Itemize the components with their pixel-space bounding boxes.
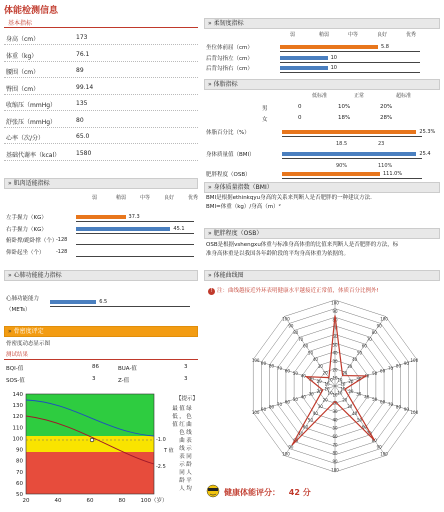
- bar-row-bar: [280, 45, 378, 49]
- double-arrow-icon: »: [208, 184, 212, 191]
- bmi-section-header[interactable]: [204, 182, 440, 193]
- bmi-label: 身体质量值（BMI）: [206, 152, 255, 158]
- radar-tick-label: 100: [380, 451, 388, 457]
- note-char: 线: [186, 430, 192, 436]
- bar-row-axis: [76, 221, 194, 222]
- basic-row-value: 89: [76, 67, 84, 74]
- radar-tick-label: 40: [312, 410, 318, 416]
- t-value-label: T 值: [164, 448, 174, 454]
- bar-row-bar: [76, 227, 170, 231]
- bar-row-bar: [280, 66, 328, 70]
- bar-row-label: 仰卧起坐（个）: [6, 249, 45, 256]
- double-arrow-icon: »: [208, 230, 212, 237]
- cardio-bar: [50, 300, 96, 304]
- y-tick-label: 120: [12, 414, 23, 421]
- radar-tick-label: 10: [337, 390, 343, 396]
- radar-tick-label: 80: [268, 363, 275, 369]
- radar-tick-label: 40: [352, 357, 358, 363]
- radar-tick-label: 90: [403, 407, 409, 413]
- note-char: 曲: [186, 422, 192, 428]
- radar-tick-label: 10: [327, 377, 333, 383]
- bar-row-value: -128: [56, 237, 68, 243]
- radar-tick-label: 80: [293, 437, 299, 443]
- page-title: 体能检测信息: [4, 6, 59, 16]
- bar-row-value: 10: [330, 65, 337, 71]
- bar-row-axis: [76, 233, 194, 234]
- radar-tick-label: 10: [324, 381, 330, 387]
- radar-tick-label: 80: [371, 437, 377, 443]
- radar-tick-label: 100: [331, 300, 339, 306]
- bar-row-label: 俯卧撑/跪卧撑（个）: [6, 238, 58, 244]
- bmi-bar: [282, 152, 416, 156]
- result-marker: [90, 438, 94, 442]
- note-char: 绿: [186, 406, 192, 412]
- radar-tick-label: 90: [403, 360, 409, 366]
- osb-description: [206, 241, 440, 259]
- radar-tick-label: 40: [364, 373, 370, 379]
- radar-tick-label: 100: [410, 409, 419, 415]
- double-arrow-icon: »: [8, 328, 12, 335]
- bar-row-axis: [76, 244, 194, 245]
- radar-warning: [208, 286, 379, 295]
- y-tick-label: 80: [16, 458, 23, 465]
- body-fat-header: 正常: [354, 93, 365, 99]
- radar-tick-label: 90: [288, 323, 294, 329]
- bone-result-value: 86: [92, 364, 99, 370]
- radar-tick-label: 60: [332, 434, 338, 440]
- bar-row-label: 后背勾指左（cm）: [206, 55, 253, 62]
- grade-label: 良好: [164, 195, 175, 201]
- radar-tick-label: 40: [332, 417, 338, 423]
- note-char: 人: [186, 470, 192, 476]
- radar-tick-label: 20: [316, 378, 322, 384]
- note-char: 值: [172, 422, 178, 428]
- x-tick-label: 100（岁）: [140, 498, 168, 504]
- radar-tick-label: 100: [282, 451, 290, 457]
- flex-section-header[interactable]: [204, 18, 440, 29]
- radar-tick-label: 50: [332, 342, 338, 348]
- cardio-unit: （METs）: [6, 307, 31, 313]
- grade-label: 弱: [92, 195, 98, 201]
- cardio-section-header[interactable]: [4, 270, 198, 281]
- note-char: 人: [179, 486, 185, 492]
- radar-tick-label: 30: [317, 363, 323, 369]
- note-char: 低: [172, 414, 178, 420]
- double-arrow-icon: »: [8, 180, 12, 187]
- basic-row-value: 99.14: [76, 83, 94, 91]
- osb-desc-line-1: OSB是根据vshengxu体重与标准身高体重的比值来判断人是否肥胖的方法，标: [206, 242, 399, 248]
- radar-tick-label: 60: [303, 424, 309, 430]
- bar-row-label: 后背勾指右（cm）: [206, 66, 253, 72]
- basic-row-label: 腰围（cm）: [6, 69, 40, 76]
- radar-tick-label: 70: [332, 442, 338, 448]
- health-score-value: 42 分: [288, 488, 311, 497]
- bone-section-header[interactable]: [4, 326, 198, 337]
- radar-tick-label: 40: [300, 373, 306, 379]
- bar-row-label: 坐位体前屈（cm）: [206, 45, 253, 51]
- health-score: [224, 487, 311, 498]
- radar-tick-label: 100: [251, 409, 260, 415]
- radar-tick-label: 40: [364, 394, 370, 400]
- double-arrow-icon: »: [8, 272, 12, 279]
- note-char: 表: [186, 438, 192, 444]
- obesity-bar: [282, 172, 380, 176]
- note-char: 曲: [179, 438, 185, 444]
- bar-row-axis: [76, 256, 194, 257]
- title-divider: [4, 27, 198, 28]
- y-tick-label: 70: [16, 469, 23, 476]
- radar-tick-label: 90: [261, 360, 267, 366]
- bone-result-label-2: Z-值: [118, 378, 130, 384]
- grade-label: 稍弱: [319, 32, 330, 38]
- radar-tick-label: 40: [332, 350, 338, 356]
- radar-tick-label: 100: [410, 358, 419, 364]
- basic-row-label: 体重（kg）: [6, 52, 38, 60]
- radar-tick-label: 80: [332, 317, 338, 323]
- bar-row-axis: [280, 62, 420, 63]
- bmi_scale-tick: 18.5: [336, 141, 348, 147]
- bone-result-value-2: 3: [184, 376, 188, 382]
- radar-tick-label: 20: [332, 367, 338, 373]
- radar-tick-label: 60: [380, 368, 386, 374]
- radar-section-header[interactable]: [204, 270, 440, 281]
- radar-tick-label: 60: [380, 399, 386, 405]
- cardio-value: 6.5: [99, 299, 108, 305]
- radar-tick-label: 70: [298, 431, 304, 437]
- bar-row-bar: [280, 56, 328, 60]
- radar-tick-label: 80: [268, 404, 275, 410]
- note-char: 龄: [186, 462, 192, 468]
- bone-result-label-2: BUA-值: [118, 366, 137, 372]
- bar-row-value: 45.1: [173, 225, 185, 232]
- radar-tick-label: 30: [332, 409, 338, 415]
- radar-tick-label: 70: [387, 402, 394, 408]
- radar-tick-label: 70: [276, 402, 283, 408]
- radar-tick-label: 20: [316, 389, 322, 395]
- obesity-axis: [282, 178, 422, 179]
- radar-tick-label: 10: [332, 375, 338, 381]
- bar-row-label: 左手握力（KG）: [6, 215, 47, 221]
- x-tick-label: 20: [22, 498, 30, 504]
- bmi-description: [206, 194, 440, 212]
- bone-result-value-2: 3: [184, 364, 188, 370]
- obesity-value: 111.0%: [383, 171, 403, 177]
- grade-label: 良好: [377, 32, 388, 38]
- radar-tick-label: 80: [395, 363, 402, 369]
- bar-row-axis: [280, 51, 420, 52]
- grade-label: 中等: [140, 195, 151, 201]
- basic-row: [4, 48, 198, 62]
- radar-tick-label: 10: [337, 377, 343, 383]
- radar-tick-label: 50: [332, 425, 338, 431]
- basic-row: [4, 97, 198, 111]
- radar-tick-label: 10: [332, 392, 338, 398]
- basic-row: [4, 114, 198, 128]
- x-tick-label: 60: [86, 498, 94, 504]
- bone-divider: [4, 359, 198, 360]
- radar-tick-label: 50: [356, 417, 363, 423]
- basic-row: [4, 147, 198, 161]
- radar-tick-label: 70: [387, 365, 394, 371]
- note-char: 线: [179, 446, 185, 452]
- bar-row-value: 10: [330, 54, 337, 61]
- fat_pct-label: 体脂百分比（%）: [206, 130, 250, 136]
- radar-tick-label: 30: [332, 358, 338, 364]
- bar-row-value: 37.3: [128, 214, 140, 220]
- note-char: 表: [179, 454, 185, 460]
- osb-desc-line-2: 准身高体重是以我国各年龄阶段的平均身高体重为依据的。: [206, 251, 350, 257]
- bar-row-value: -128: [56, 248, 68, 255]
- radar-tick-label: 100: [282, 316, 290, 322]
- basic-row-value: 1580: [76, 149, 92, 157]
- basic-row: [4, 81, 198, 95]
- radar-tick-label: 70: [276, 365, 283, 371]
- basic-row-value: 76.1: [76, 50, 90, 58]
- note-char: 均: [186, 486, 192, 492]
- basic-indicator-label: 基本指标: [8, 20, 33, 27]
- radar-tick-label: 60: [284, 399, 290, 405]
- muscle-section-header[interactable]: [4, 178, 198, 189]
- radar-tick-label: 90: [376, 323, 382, 329]
- radar-tick-label: 10: [340, 381, 346, 387]
- basic-row-value: 65.0: [76, 133, 90, 140]
- y-tick-label: 90: [16, 447, 23, 454]
- radar-tick-label: 80: [332, 450, 338, 456]
- basic-row: [4, 31, 198, 45]
- health-score-label: 健康体能评分：: [224, 488, 280, 497]
- basic-row-label: 基础代谢率（kcal）: [6, 151, 61, 159]
- radar-tick-label: 10: [324, 386, 330, 392]
- note-char: 示: [186, 446, 192, 452]
- gender-label: 男: [262, 106, 268, 112]
- radar-tick-label: 40: [312, 357, 318, 363]
- radar-tick-label: 10: [327, 390, 333, 396]
- note-char: 色: [179, 430, 185, 436]
- grade-label: 弱: [290, 32, 296, 38]
- radar-tick-label: 80: [371, 330, 377, 336]
- fat_pct-bar: [282, 130, 416, 134]
- grade-label: 稍弱: [116, 195, 127, 201]
- radar-tick-label: 70: [366, 336, 372, 342]
- osb-section-header[interactable]: [204, 228, 440, 239]
- radar-tick-label: 100: [251, 358, 260, 364]
- radar-tick-label: 20: [348, 378, 354, 384]
- bone-density-chart: [4, 392, 198, 507]
- radar-tick-label: 20: [348, 389, 354, 395]
- note-char: 平: [186, 478, 192, 484]
- mascot-icon: [206, 484, 220, 498]
- osteopenia-zone: [26, 436, 154, 452]
- radar-tick-label: 70: [332, 325, 338, 331]
- osteoporosis-zone: [26, 452, 154, 494]
- radar-section-title: 体能曲线图: [213, 272, 244, 279]
- double-arrow-icon: »: [208, 81, 212, 88]
- radar-tick-label: 100: [380, 316, 388, 322]
- basic-row-label: 臀围（cm）: [6, 85, 40, 93]
- bone-subtitle: 骨密度动态显示图: [6, 341, 51, 347]
- fitness-radar-chart: [240, 296, 430, 476]
- x-tick-label: 40: [54, 498, 62, 504]
- radar-tick-label: 60: [361, 424, 367, 430]
- note-char: 色: [186, 414, 192, 420]
- radar-tick-label: 30: [356, 376, 362, 382]
- basic-row-label: 心率（次/分）: [6, 135, 45, 142]
- radar-tick-label: 90: [332, 459, 338, 465]
- basic-row-value: 173: [76, 34, 88, 41]
- radar-tick-label: 80: [395, 404, 402, 410]
- bar-row-bar: [76, 215, 126, 219]
- radar-tick-label: 90: [376, 444, 382, 450]
- right-tick-label: -1.0: [156, 437, 166, 443]
- note-char: 示: [179, 462, 185, 468]
- gender-v3: 20%: [380, 104, 393, 110]
- body-fat-section-title: 体脂指标: [213, 81, 238, 88]
- gender-v3: 28%: [380, 115, 393, 121]
- note-char: 值: [179, 406, 185, 412]
- radar-tick-label: 50: [372, 371, 378, 377]
- bmi-axis: [282, 158, 422, 159]
- radar-tick-label: 60: [284, 368, 290, 374]
- radar-tick-label: 60: [303, 343, 309, 349]
- cardio-label: 心肺功能能力: [6, 296, 40, 302]
- radar-tick-label: 40: [300, 394, 306, 400]
- bone-result-value: 3: [92, 376, 96, 382]
- note-char: 同: [186, 454, 192, 460]
- grade-label: 优秀: [406, 32, 417, 38]
- cardio-axis: [50, 306, 190, 307]
- note-char: 同: [179, 470, 185, 476]
- bar-row-label: 右手握力（KG）: [6, 226, 47, 233]
- radar-tick-label: 20: [342, 397, 348, 403]
- y-tick-label: 140: [12, 392, 23, 398]
- fat_pct-axis: [282, 136, 422, 137]
- double-arrow-icon: »: [208, 20, 212, 27]
- radar-tick-label: 50: [307, 350, 314, 356]
- y-tick-label: 130: [12, 403, 23, 410]
- basic-row: [4, 64, 198, 78]
- radar-tick-label: 90: [288, 444, 294, 450]
- radar-tick-label: 20: [342, 370, 348, 376]
- gender-v2: 10%: [338, 104, 351, 110]
- bmi-desc-line-2: BMI=体重（kg）/身高（m）²: [206, 204, 281, 210]
- osb-section-title: 肥胖程度（OSB）: [213, 230, 263, 237]
- y-tick-label: 100: [12, 436, 23, 443]
- radar-tick-label: 20: [322, 370, 328, 376]
- y-tick-label: 50: [16, 492, 23, 498]
- gender-v2: 18%: [338, 115, 351, 121]
- cardio-section-title: 心肺功能能力指标: [13, 272, 62, 279]
- radar-tick-label: 70: [298, 336, 304, 342]
- note-char: 红: [179, 422, 185, 428]
- bone-result-label: SOS-值: [6, 378, 25, 384]
- bmi-section-title: 身体质量指数（BMI）: [213, 184, 273, 191]
- note-title: 【提示】: [176, 396, 198, 402]
- obesity-label: 肥胖程度（OSB）: [206, 172, 251, 178]
- y-tick-label: 110: [12, 425, 23, 432]
- basic-row-label: 身高（cm）: [6, 36, 40, 43]
- bone-result-label: BQI-值: [6, 366, 24, 372]
- bmi-desc-line-1: BMI是根据ethinkqyu身高的关系来判断人是否肥胖的一种建议方法.: [206, 195, 372, 201]
- right-tick-label: -2.5: [156, 464, 166, 470]
- radar-tick-label: 10: [340, 386, 346, 392]
- test-result-label: 测试结果: [6, 352, 29, 358]
- radar-tick-label: 90: [261, 407, 267, 413]
- radar-tick-label: 50: [307, 417, 314, 423]
- grade-label: 中等: [348, 32, 359, 38]
- radar-tick-label: 30: [308, 391, 314, 397]
- radar-tick-label: 80: [293, 330, 299, 336]
- radar-tick-label: 40: [352, 410, 358, 416]
- y-tick-label: 60: [16, 480, 23, 487]
- body-fat-header: 低标准: [312, 93, 328, 99]
- bmi-value: 25.4: [419, 151, 431, 157]
- x-tick-label: 80: [118, 498, 126, 504]
- radar-warning-text: 注：曲线越接近外环表明健康水平越接近正常值，体质百分比例外!: [217, 288, 379, 294]
- note-char: 龄: [179, 478, 185, 484]
- basic-row-label: 舒张压（mmHg）: [6, 118, 57, 126]
- flex-section-title: 柔韧度指标: [213, 20, 244, 27]
- radar-tick-label: 30: [347, 363, 353, 369]
- basic-row-value: 80: [76, 116, 84, 124]
- bone-section-title: 骨密度评定: [13, 328, 44, 335]
- radar-tick-label: 50: [292, 396, 298, 402]
- radar-tick-label: 60: [332, 333, 338, 339]
- gender-v1: 0: [298, 115, 302, 121]
- note-char: 最: [172, 406, 178, 412]
- radar-tick-label: 30: [308, 376, 314, 382]
- grade-label: 优秀: [188, 195, 199, 201]
- radar-tick-label: 30: [356, 391, 362, 397]
- fat_scale-tick: 110%: [378, 163, 393, 169]
- radar-tick-label: 100: [331, 467, 339, 473]
- gender-v1: 0: [298, 104, 302, 110]
- bmi_scale-tick: 23: [378, 141, 385, 147]
- gender-label: 女: [262, 117, 268, 123]
- radar-tick-label: 90: [332, 308, 338, 314]
- radar-tick-label: 50: [356, 350, 363, 356]
- radar-tick-label: 30: [317, 404, 323, 410]
- note-char: ，: [179, 414, 185, 420]
- warning-icon: !: [208, 288, 215, 295]
- muscle-section-title: 肌肉适能指标: [13, 180, 50, 187]
- body-fat-header: 超标准: [396, 93, 412, 99]
- radar-tick-label: 50: [292, 371, 298, 377]
- fat_pct-value: 25.3%: [419, 129, 436, 135]
- double-arrow-icon: »: [208, 272, 212, 279]
- fat_scale-tick: 90%: [336, 163, 348, 169]
- radar-tick-label: 60: [361, 343, 367, 349]
- radar-tick-label: 70: [366, 431, 372, 437]
- bar-row-axis: [280, 72, 420, 73]
- radar-tick-label: 20: [322, 397, 328, 403]
- basic-row-value: 135: [76, 100, 88, 107]
- body-fat-section-header[interactable]: [204, 79, 440, 90]
- basic-row: [4, 130, 198, 144]
- radar-tick-label: 20: [332, 400, 338, 406]
- radar-tick-label: 30: [347, 404, 353, 410]
- bar-row-value: 5.8: [381, 44, 389, 50]
- basic-row-label: 收缩压（mmHg）: [6, 102, 57, 109]
- normal-zone: [26, 394, 154, 436]
- radar-tick-label: 50: [372, 396, 378, 402]
